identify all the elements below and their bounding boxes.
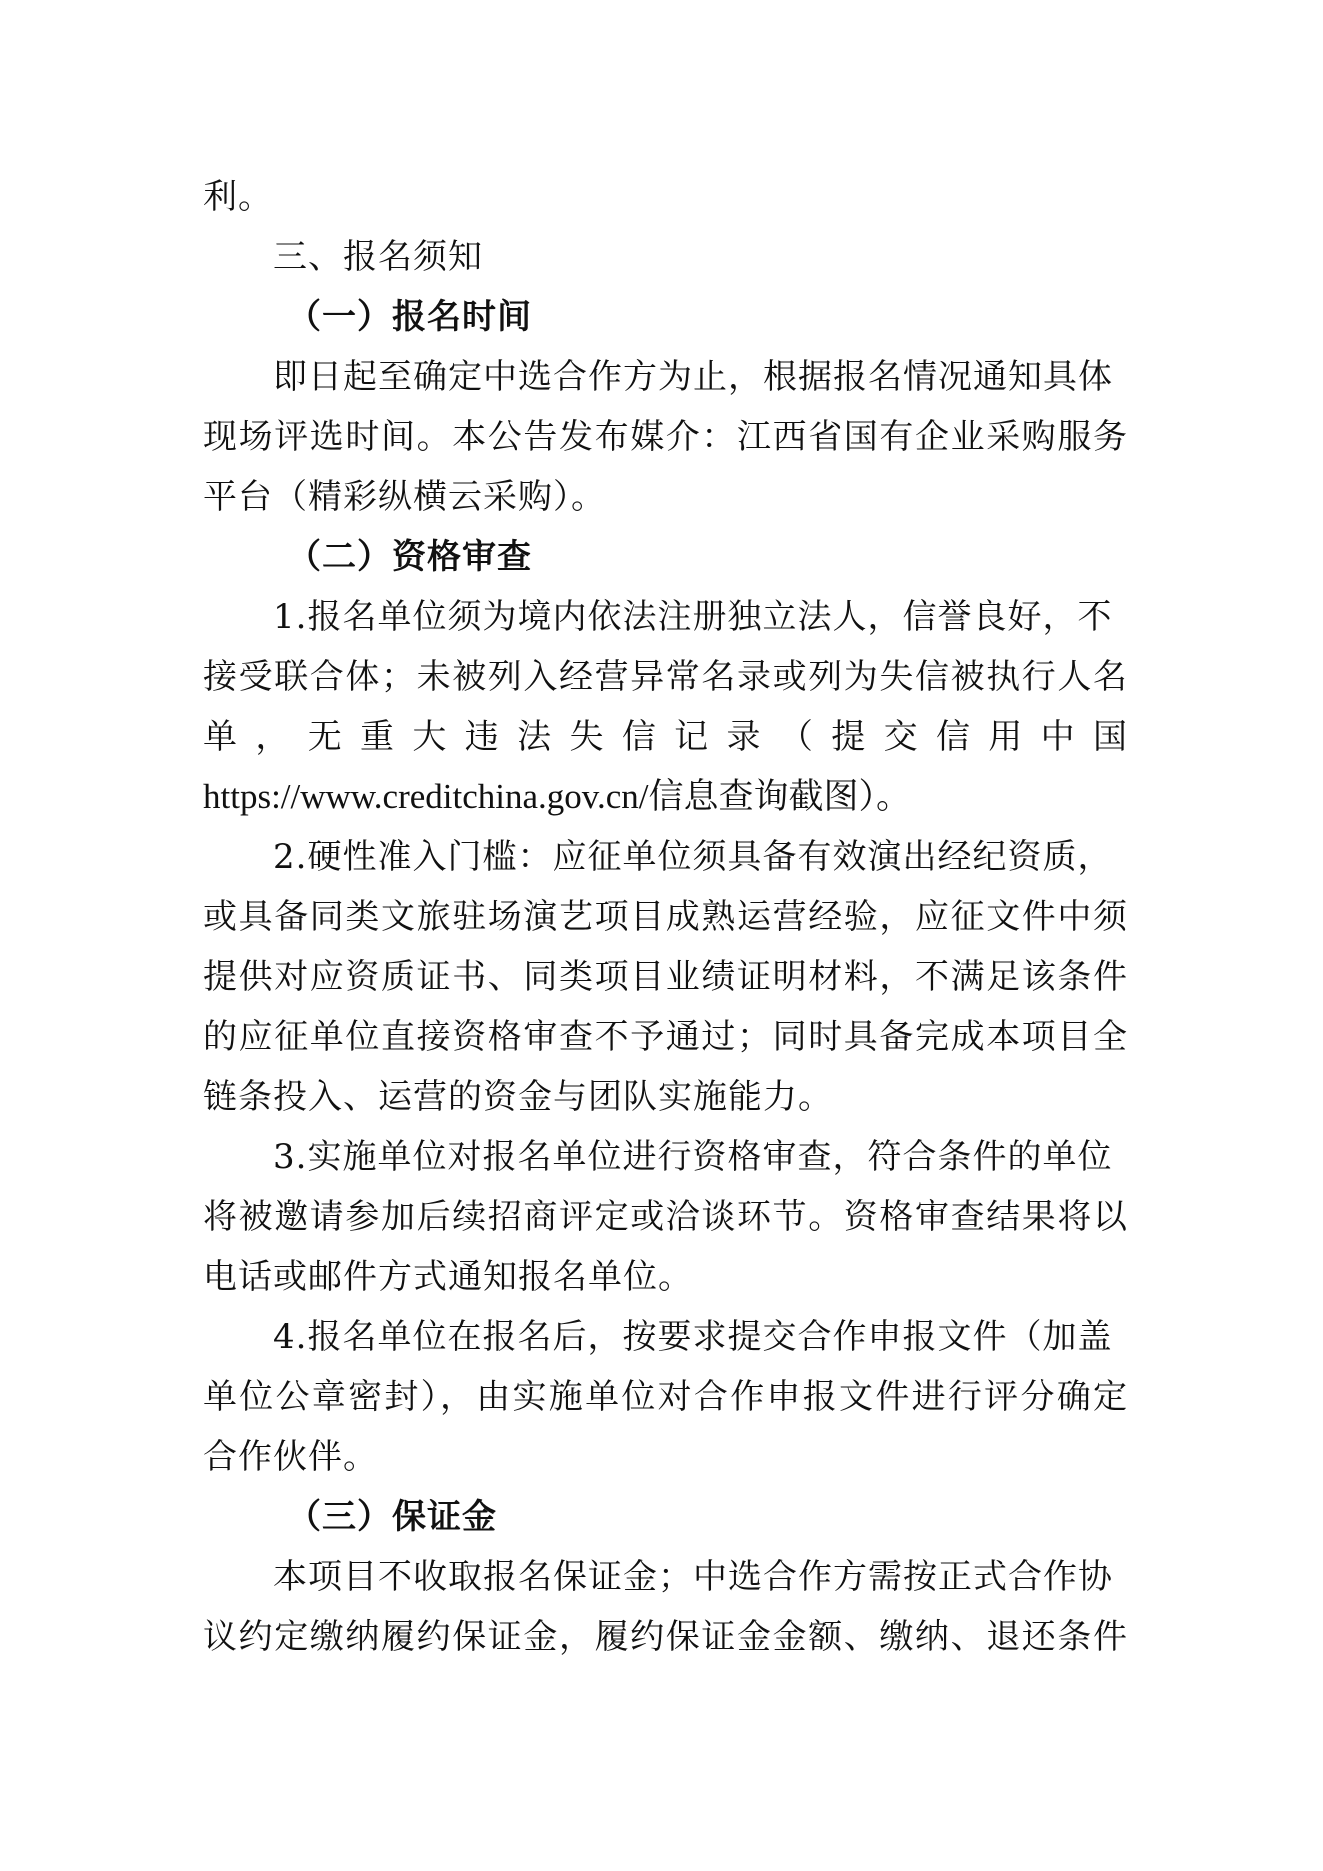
- subsection-heading: （二）资格审查: [287, 537, 532, 577]
- paragraph-line: 或具备同类文旅驻场演艺项目成熟运营经验，应征文件中须: [203, 897, 1128, 937]
- paragraph-line: 利。: [203, 177, 273, 217]
- paragraph-line: 现场评选时间。本公告发布媒介：江西省国有企业采购服务: [203, 417, 1128, 457]
- paragraph-line: 的应征单位直接资格审查不予通过；同时具备完成本项目全: [203, 1017, 1128, 1057]
- subsection-heading: （一）报名时间: [287, 297, 532, 337]
- paragraph-line-url: https://www.creditchina.gov.cn/信息查询截图）。: [203, 777, 911, 816]
- paragraph-line: 本项目不收取报名保证金；中选合作方需按正式合作协: [273, 1557, 1113, 1597]
- paragraph-line: 接受联合体；未被列入经营异常名录或列为失信被执行人名: [203, 657, 1128, 697]
- paragraph-line: 即日起至确定中选合作方为止，根据报名情况通知具体: [273, 357, 1113, 397]
- paragraph-line: 3.实施单位对报名单位进行资格审查，符合条件的单位: [273, 1137, 1113, 1177]
- paragraph-line: 提供对应资质证书、同类项目业绩证明材料，不满足该条件: [203, 957, 1128, 997]
- paragraph-line: 单位公章密封），由实施单位对合作申报文件进行评分确定: [203, 1377, 1128, 1417]
- paragraph-line: 2.硬性准入门槛：应征单位须具备有效演出经纪资质，: [273, 837, 1113, 877]
- paragraph-line: 议约定缴纳履约保证金，履约保证金金额、缴纳、退还条件: [203, 1617, 1128, 1657]
- paragraph-line: 1.报名单位须为境内依法注册独立法人，信誉良好，不: [273, 597, 1113, 637]
- paragraph-line: 合作伙伴。: [203, 1437, 378, 1477]
- paragraph-line: 单，无重大违法失信记录（提交信用中国: [203, 717, 1128, 757]
- paragraph-line: 将被邀请参加后续招商评定或洽谈环节。资格审查结果将以: [203, 1197, 1128, 1237]
- paragraph-line: 平台（精彩纵横云采购）。: [203, 477, 606, 517]
- section-heading: 三、报名须知: [273, 237, 483, 277]
- paragraph-line: 电话或邮件方式通知报名单位。: [203, 1257, 693, 1297]
- subsection-heading: （三）保证金: [287, 1497, 497, 1537]
- paragraph-line: 链条投入、运营的资金与团队实施能力。: [203, 1077, 833, 1117]
- paragraph-line: 4.报名单位在报名后，按要求提交合作申报文件（加盖: [273, 1317, 1113, 1357]
